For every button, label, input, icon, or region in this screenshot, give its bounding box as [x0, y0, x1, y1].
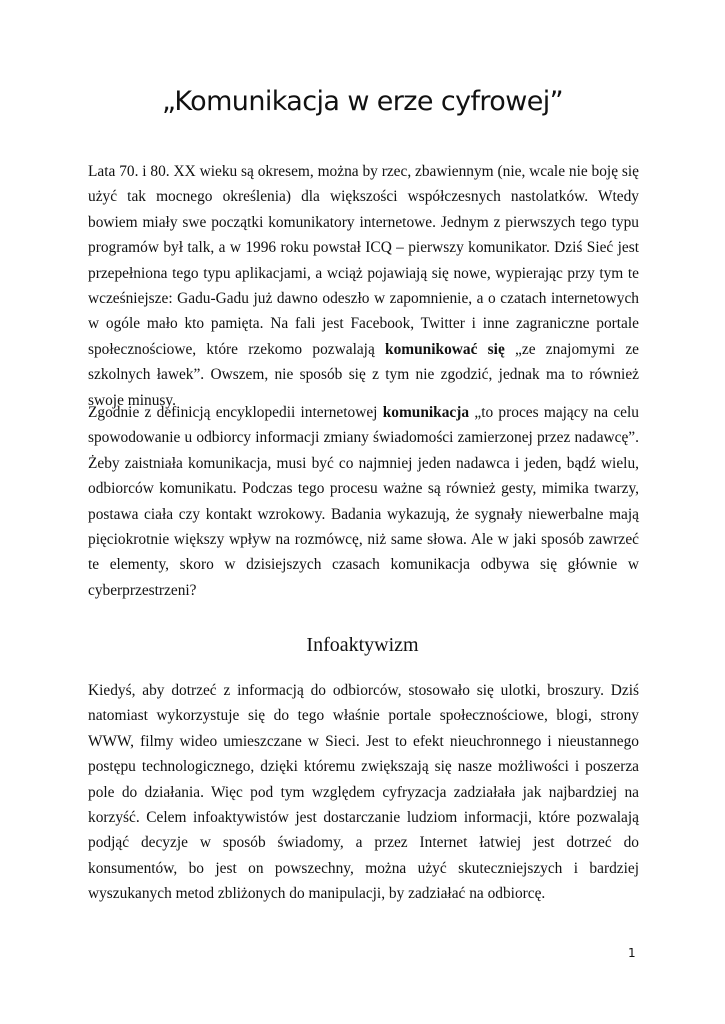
- paragraph-infoaktywizm: Kiedyś, aby dotrzeć z informacją do odbiorców, stosowało się ulotki, broszury. Dziś natomiast wykorzystuje się do tego właśnie portale społecznościowe, blogi, strony WWW, filmy wideo umieszczane w Sieci. Jest to efekt nieuchronnego i nieustannego postępu technologicznego, dzięki któremu zwiększają się nasze możliwości i poszerza pole do działania. Więc pod tym względem cyfryzacja zadziałała jak najbardziej na korzyść. Celem infoaktywistów jest dostarczanie ludziom informacji, które pozwalają podjąć decyzje w sposób świadomy, a przez Internet łatwiej jest dotrzeć do konsumentów, bo jest on powszechny, można użyć skuteczniejszych i bardziej wyszukanych metod zbliżonych do manipulacji, by zadziałać na odbiorcę.: [88, 682, 639, 903]
- paragraph-definition: [88, 400, 639, 603]
- document-title: „Komunikacja w erze cyfrowej”: [162, 86, 563, 117]
- paragraph-intro-text-2: „ze znajomymi ze szkolnych ławek”. Owszem, nie sposób się z tym nie zgodzić, jednak ma to również swoje minusy.: [88, 340, 639, 409]
- paragraph-intro: [88, 159, 639, 413]
- section-heading-infoaktywizm: Infoaktywizm: [306, 634, 419, 656]
- page-number: 1: [628, 946, 636, 960]
- bold-term-komunikacja: komunikacja: [382, 404, 470, 421]
- paragraph-intro-text-1: Lata 70. i 80. XX wieku są okresem, można by rzec, zbawiennym (nie, wcale nie boję się użyć tak mocnego określenia) dla większości współczesnych nastolatków. Wtedy bowiem miały swe początki komunikatory internetowe. Jednym z pierwszych tego typu programów był talk, a w 1996 roku powstał ICQ – pierwszy komunikator. Dziś Sieć jest przepełniona tego typu aplikacjami, a wciąż pojawiają się nowe, wypierając przy tym te wcześniejsze: Gadu-Gadu już dawno odeszło w zapomnienie, a o czatach internetowych w ogóle mało kto pamięta. Na fali jest Facebook, Twitter i inne zagraniczne portale społecznościowe, które rzekomo pozwalają: [88, 163, 639, 358]
- paragraph-definition-text-1: Zgodnie z definicją encyklopedii internetowej: [88, 404, 383, 421]
- paragraph-definition-text-2: „to proces mający na celu spowodowanie u odbiorcy informacji zmiany świadomości zamierzonej przez nadawcę”. Żeby zaistniała komunikacja, musi być co najmniej jeden nadawca i jeden, bądź wielu, odbiorców komunikatu. Podczas tego procesu ważne są również gesty, mimika twarzy, postawa ciała czy kontakt wzrokowy. Badania wykazują, że sygnały niewerbalne mają pięciokrotnie większy wpływ na rozmówcę, niż same słowa. Ale w jaki sposób zawrzeć te elementy, skoro w dzisiejszych czasach komunikacja odbywa się głównie w cyberprzestrzeni?: [88, 404, 639, 599]
- bold-term-komunikowac: komunikować się: [385, 340, 505, 358]
